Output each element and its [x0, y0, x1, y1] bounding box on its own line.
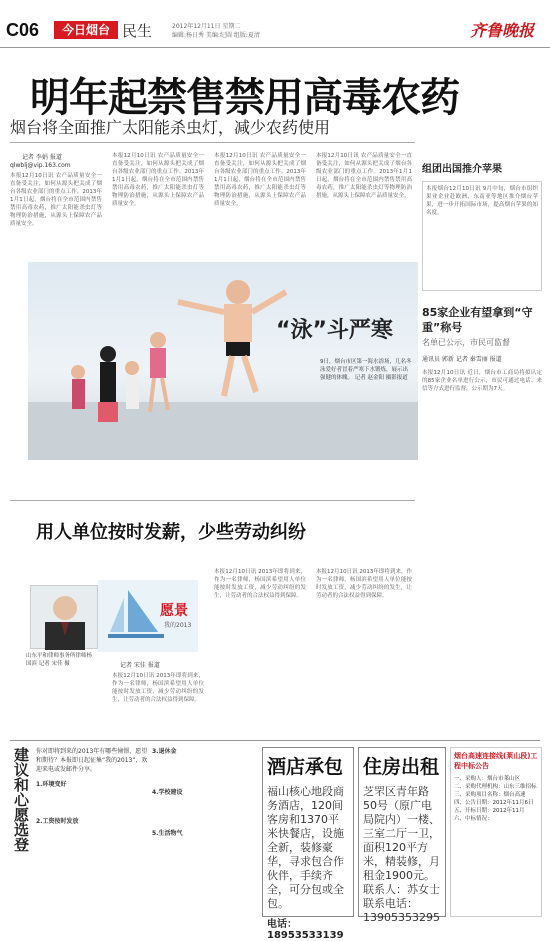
ad-hotel-tel: 电话：18953533139	[267, 919, 344, 941]
side-box1-title: 组团出国推介苹果	[422, 164, 502, 175]
side-box1-body: 本报烟台12月10日讯 9月中旬，烟台市组织果业企业赴欧洲、东南亚等地区推介烟台苹果，进一步开拓国际市场，提高烟台苹果的知名度。	[422, 181, 542, 291]
lead-headline: 明年起禁售禁用高毒农药	[30, 75, 459, 121]
newspaper-logo: 齐鲁晚报	[470, 21, 535, 40]
lawyer-photo	[30, 585, 98, 649]
side-box2-byline: 通讯员 郭新 记者 秦雪丽 报道	[422, 356, 502, 363]
lead-body-col2: 本报12月10日讯 农产品质量安全一直备受关注，如何从源头把关成了烟台各级农业部门的重点工作。2013年1月1日起，烟台将在全市范围内禁售禁用高毒农药，推广太阳能杀虫灯等物理防治措施，从源头上保障农产品质量安全。	[112, 153, 204, 207]
tender-notice	[450, 747, 542, 917]
tender-item: 三、采购项目名称：烟台高速	[454, 792, 526, 798]
editor-line: 编辑:杨日秀 美编:纪圆 组版:夏清	[172, 32, 260, 39]
side-box2-title: 85家企业有望拿到“守重”称号	[422, 306, 533, 334]
tender-item: 二、采购代理机构：山东三维招标	[454, 784, 537, 790]
yuanwang-sub: 我的2013	[164, 622, 192, 629]
lead-body-col3: 本报12月10日讯 农产品质量安全一直备受关注，如何从源头把关成了烟台各级农业部门的重点工作。2013年1月1日起，烟台将在全市范围内禁售禁用高毒农药，推广太阳能杀虫灯等物理防治措施，从源头上保障农产品质量安全。	[214, 153, 306, 207]
appeal-col2	[152, 747, 256, 838]
issue-meta	[172, 22, 292, 40]
second-headline: 用人单位按时发薪，少些劳动纠纷	[36, 522, 306, 543]
tender-item: 一、采购人：烟台市莱山区	[454, 776, 521, 782]
yuanwang-title: 愿景	[160, 603, 188, 619]
appeal-item: 5.生活物气	[152, 830, 183, 837]
caption-text: 9日，烟台市区第一海水浴场，几名冬泳爱好者冒着严寒下水锻炼，展示出强健的体魄。	[320, 359, 412, 381]
lead-email: qlwblj@vip.163.com	[10, 162, 71, 169]
lawyer-portrait	[31, 586, 99, 650]
appeal-item: 2.工资按时发放	[36, 818, 79, 825]
second-byline: 记者 宋佳 报道	[120, 662, 160, 669]
divider	[10, 740, 540, 741]
issue-date: 2012年12月11日 星期二	[172, 23, 241, 30]
lawyer-caption: 山东平和律师事务所律师杨国滨 记者 宋佳 摄	[26, 653, 93, 667]
sidebar	[422, 160, 542, 619]
page-header	[0, 0, 550, 48]
page-number: C06	[6, 20, 40, 40]
lead-byline: 记者 李娟 报道	[22, 154, 62, 161]
section-tag: 今日烟台	[54, 21, 118, 39]
appeal-item: 3.退休金	[152, 748, 177, 755]
photo-caption	[320, 358, 412, 382]
appeal-col1	[36, 747, 148, 826]
photo-title: “泳”斗严寒	[276, 318, 393, 343]
ad-hotel-body: 福山核心地段商务酒店，120间客房和1370平米快餐店，设施全新，装修豪华，寻求包合作伙伴，手续齐全，可分包或全包。	[267, 785, 344, 910]
caption-credit: 记者 赵金阳 摄影报道	[354, 375, 408, 381]
ad-hotel-title: 酒店承包	[267, 756, 344, 778]
second-body-col1: 本报12月10日讯 2013年即将到来，作为一名律师，杨国滨希望用人单位能按时发放工资，减少劳动纠纷的发生，让劳动者的合法权益得到保障。	[112, 673, 204, 703]
side-box2-body: 本报12月10日讯 近日，烟台市工商局将拟认定的85家企业名单进行公示，市民可通过电话、来信等方式进行监督，公示期为7天。	[422, 370, 542, 392]
tender-item: 四、公告日期：2012年11月6日	[454, 800, 534, 806]
ad-hotel	[262, 747, 354, 941]
yuanwang-logo	[98, 580, 198, 652]
lead-body-col1: 本报12月10日讯 农产品质量安全一直备受关注，如何从源头把关成了烟台各级农业部门的重点工作。2013年1月1日起，烟台将在全市范围内禁售禁用高毒农药，推广太阳能杀虫灯等物理防治措施，从源头上保障农产品质量安全。	[10, 173, 102, 227]
ad-rent-body: 芝罘区青年路50号（原广电局院内）一楼、三室二厅一卫，面积120平方米，精装修，月租金1900元。联系人：苏女士 联系电话：13905353295	[363, 785, 440, 924]
appeal-item: 4.学校建设	[152, 789, 183, 796]
tender-title: 烟台高速连接线(莱山段)工程中标公告	[454, 752, 538, 770]
divider	[10, 500, 415, 501]
appeal-item: 1.环境变好	[36, 781, 67, 788]
second-body-col2: 本报12月10日讯 2013年即将到来，作为一名律师，杨国滨希望用人单位能按时发放工资，减少劳动纠纷的发生，让劳动者的合法权益得到保障。	[214, 569, 306, 599]
ad-rent	[358, 747, 446, 924]
side-box2-sub: 名单已公示，市民可监督	[422, 338, 510, 347]
second-body-col3: 本报12月10日讯 2013年即将到来，作为一名律师，杨国滨希望用人单位能按时发放工资，减少劳动纠纷的发生，让劳动者的合法权益得到保障。	[316, 569, 412, 599]
vertical-title	[12, 747, 32, 917]
lead-subtitle: 烟台将全面推广太阳能杀虫灯，减少农药使用	[10, 118, 331, 137]
lead-body-col4: 本报12月10日讯 农产品质量安全一直备受关注，如何从源头把关成了烟台各级农业部门的重点工作。2013年1月1日起，烟台将在全市范围内禁售禁用高毒农药，推广太阳能杀虫灯等物理防治措施，从源头上保障农产品质量安全。	[316, 153, 412, 199]
tender-item: 五、开标日期：2012年11月	[454, 808, 525, 814]
tender-item: 六、中标情况：	[454, 816, 493, 822]
section-subtitle: 民生	[122, 22, 153, 40]
vertical-title-text: 建议和心愿选登	[12, 747, 30, 852]
ad-rent-title: 住房出租	[363, 756, 440, 778]
appeal-intro: 你对即将到来的2013年有哪些憧憬，愿望和期待？本报即日起征集“我的2013”，欢迎来电或发邮件分享。	[36, 748, 148, 773]
divider	[10, 142, 415, 143]
